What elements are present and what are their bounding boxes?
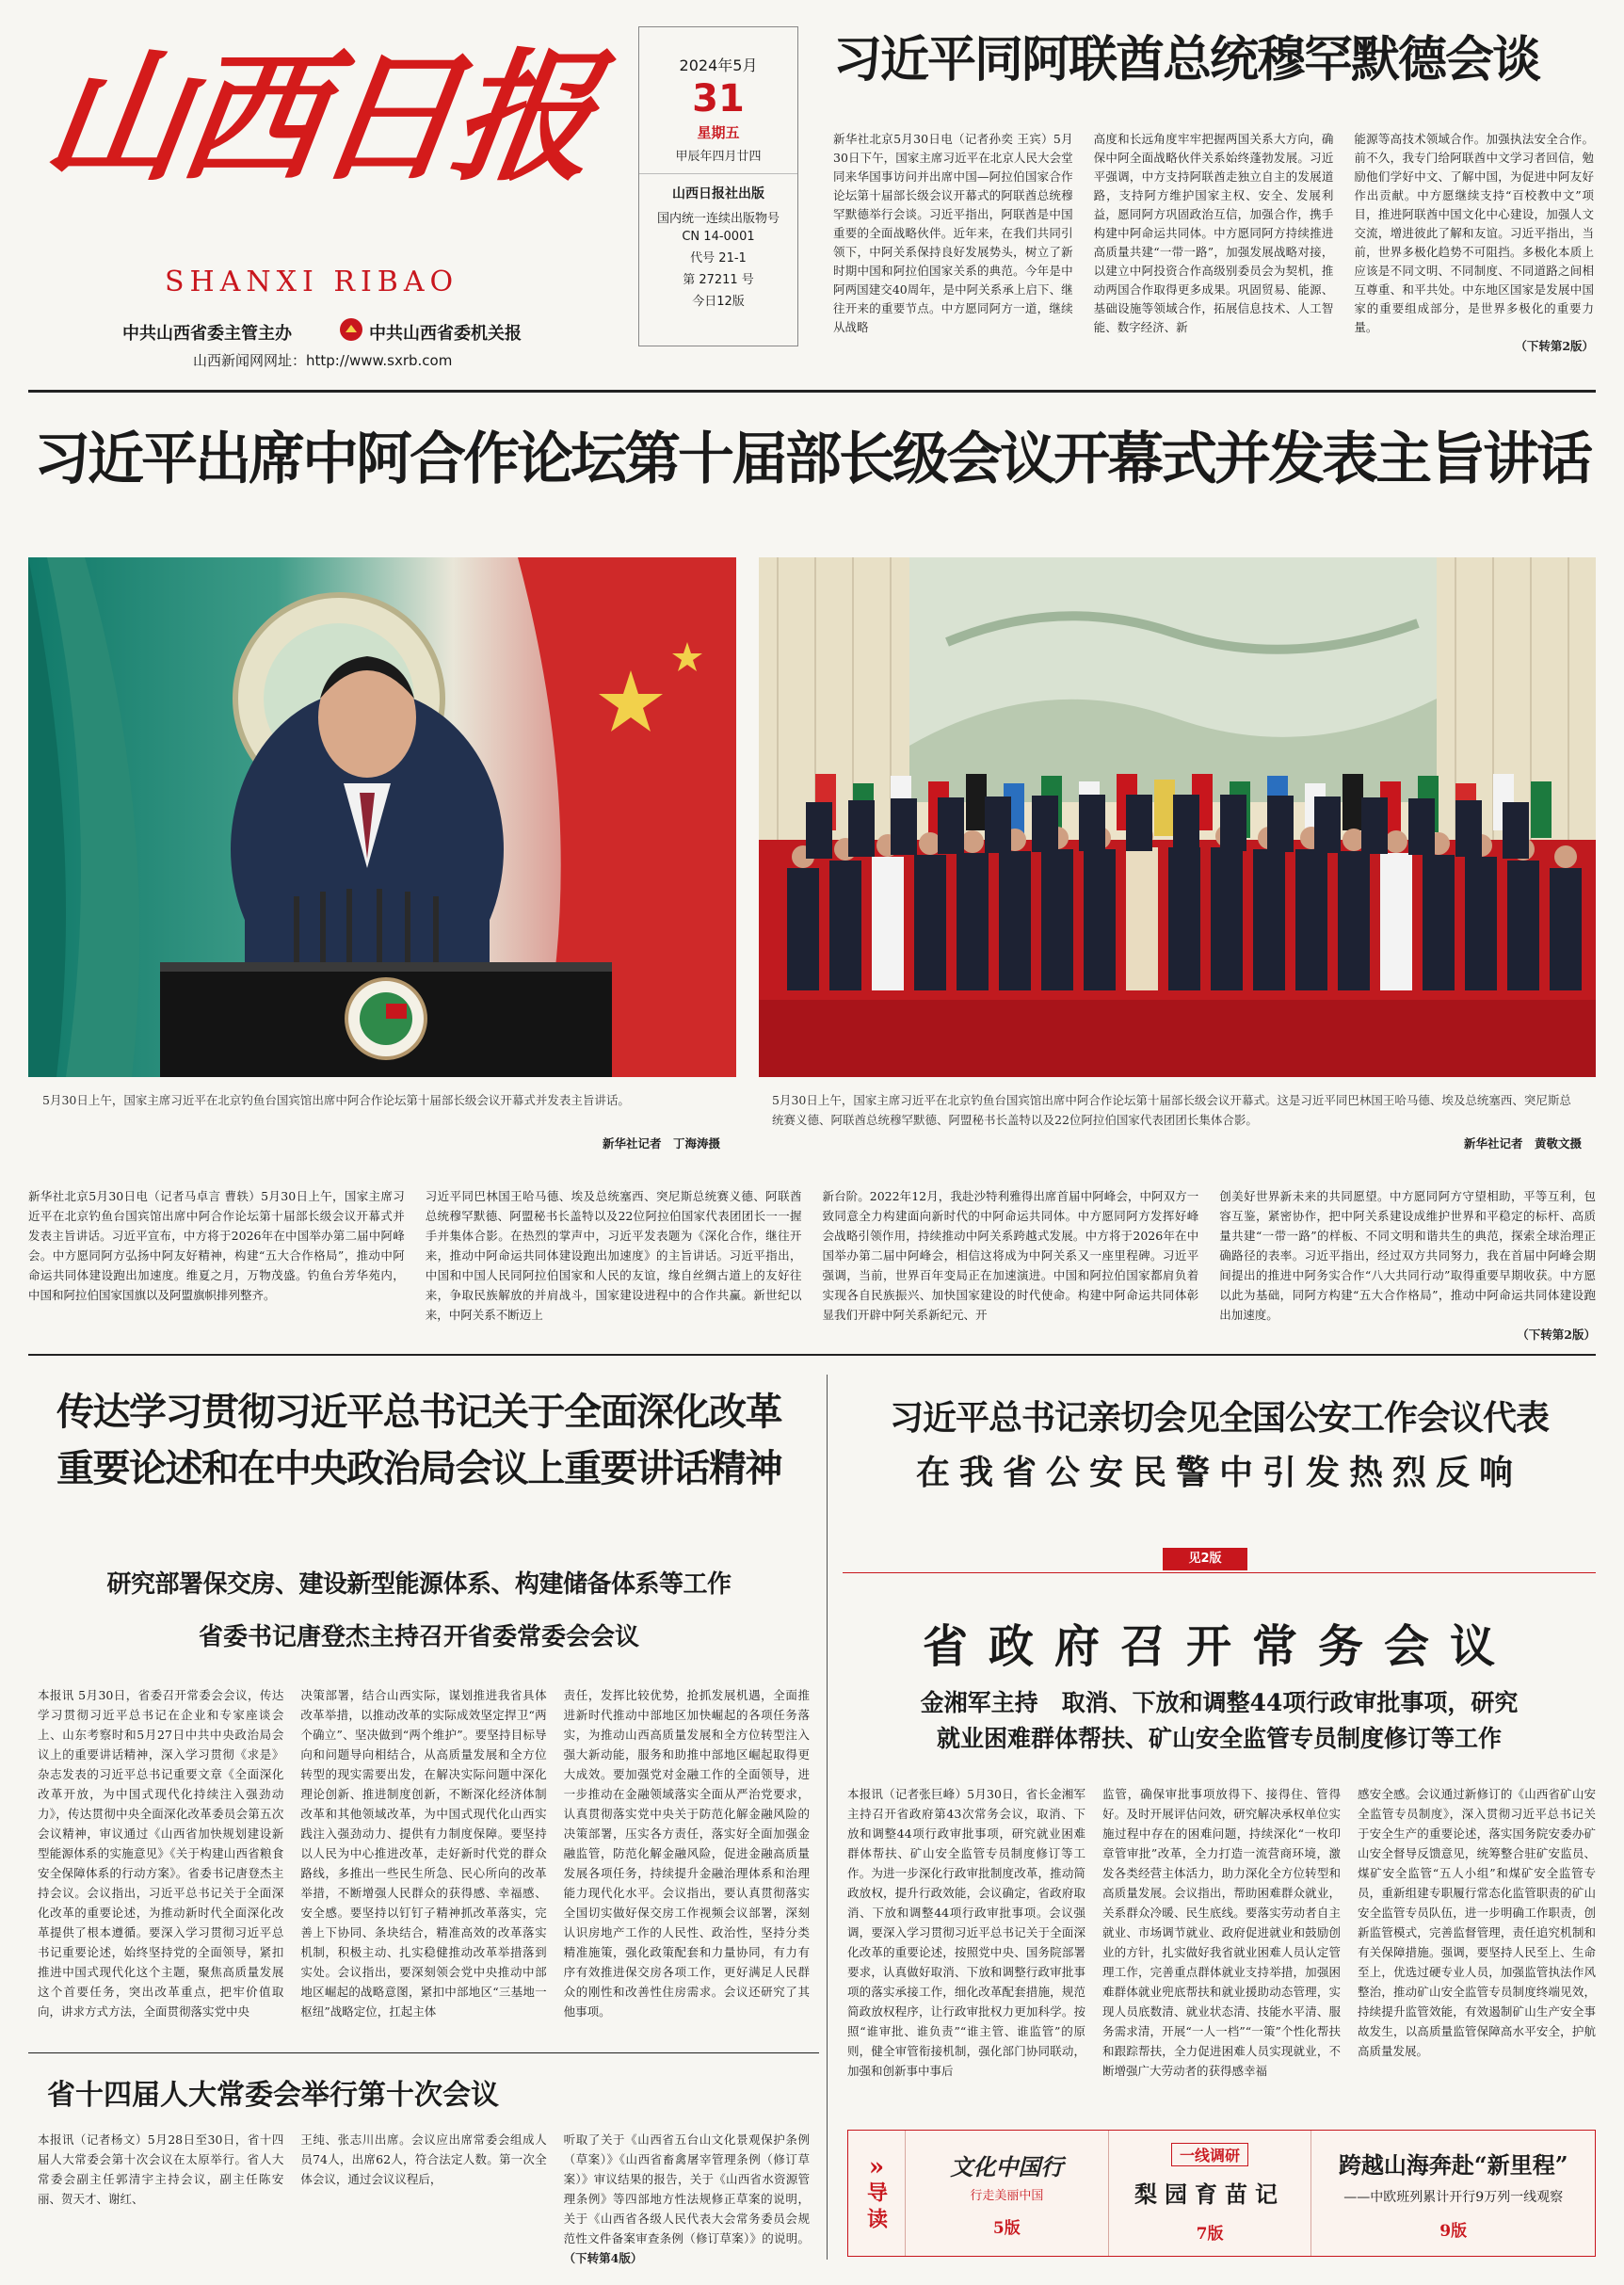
lead-story-col1: 新华社北京5月30日电（记者马卓言 曹轶）5月30日上午，国家主席习近平在北京钓鱼台国宾馆出席中阿合作论坛第十届部长级会议开幕式并发表主旨讲话。习近平宣布，中方将于2026年在中国举办第二届中阿峰会。中方愿同阿方弘扬中阿友好精神，构建“五大合作格局”，推动中阿命运共同体建设跑出加速度。维夏之月，万物茂盛。钓鱼台芳华苑内，中国和阿拉伯国家国旗以及阿盟旗帜排列整齐。 (28, 1189, 405, 1302)
guide-item-railway[interactable] (1310, 2131, 1595, 2256)
lead-headline[interactable]: 习近平出席中阿合作论坛第十届部长级会议开幕式并发表主旨讲话 (34, 426, 1590, 492)
npc-headline[interactable]: 省十四届人大常委会举行第十次会议 (47, 2079, 499, 2112)
gov-subhead (843, 1685, 1596, 1757)
photo-speech-credit: 新华社记者 丁海涛摄 (602, 1136, 720, 1151)
npc-col3: 听取了关于《山西省五台山文化景观保护条例（草案）》《山西省畜禽屠宰管理条例（修订草案）》审议结果的报告，关于《山西省水资源管理条例》等四部地方性法规修正草案的说明，关于《山西省各级人民代表大会常务委员会规范性文件备案审查条例（修订草案）》的说明。 (563, 2132, 810, 2245)
culture-subtitle: 行走美丽中国 (970, 2189, 1044, 2203)
police-headline[interactable] (843, 1392, 1596, 1501)
railway-page: 9版 (1439, 2221, 1468, 2241)
group-photo-illustration (759, 557, 1596, 1077)
lead-story-col2: 习近平同巴林国王哈马德、埃及总统塞西、突尼斯总统赛义德、阿联酋总统穆罕默德、阿盟秘书长盖特以及22位阿拉伯国家代表团团长一一握手并集体合影。在热烈的掌声中，习近平发表题为《深化合作，继往开来，推动中阿命运共同体建设跑出加速度》的主旨讲话。习近平指出，中国和中国人民同阿拉伯国家和人民的友谊，缘自丝绸古道上的友好往来，争取民族解放的并肩战斗，国家建设进程中的合作共赢。新世纪以来，中阿关系不断迈上 (425, 1189, 802, 1322)
lead-story-jump[interactable]: （下转第2版） (1517, 1328, 1596, 1342)
date-day: 31 (692, 77, 745, 121)
reform-subhead: 研究部署保交房、建设新型能源体系、构建储备体系等工作 (106, 1570, 732, 1599)
police-headline-line1: 习近平总书记亲切会见全国公安工作会议代表 (889, 1399, 1549, 1438)
date-year-month: 2024年5月 (679, 56, 758, 74)
gov-headline[interactable]: 省政府召开常务会议 (922, 1620, 1516, 1673)
reform-col1: 本报讯 5月30日，省委召开常委会会议，传达学习贯彻习近平总书记在企业和专家座谈会上、山东考察时和5月27日中共中央政治局会议上的重要讲话精神，深入学习贯彻《求是》杂志发表的习近平总书记重要文章《全面深化改革开放，为中国式现代化持续注入强劲动力》，传达贯彻中央全面深化改革委员会第五次会议精神，审议通过《山西省加快规划建设新型能源体系的实施意见》《关于构建山西省粮食安全保障体系的行动方案》。省委书记唐登杰主持会议。会议指出，习近平总书记关于全面深化改革的重要论述，为推动新时代全面深化改革提供了根本遵循。要深入学习贯彻习近平总书记重要论述，始终坚持党的全面领导，紧扣推进中国式现代化这个主题，聚焦高质量发展这个首要任务，突出改革重点，把牢价值取向，讲求方式方法，全面贯彻落实党中央 (38, 1688, 284, 2019)
postal-code: 代号 21-1 (690, 251, 747, 266)
gov-col1: 本报讯（记者张巨峰）5月30日，省长金湘军主持召开省政府第43次常务会议，取消、下放和调整44项行政审批事项，研究就业困难群体帮扶、矿山安全监管专员制度修订等工作。为进一步深化行政审批制度改革，推动简政放权，提升行政效能，会议确定，省政府取消、下放和调整44项行政审批事项。会议强调，要深入学习贯彻习近平总书记关于全面深化改革的重要论述，按照党中央、国务院部署要求，认真做好取消、下放和调整行政审批事项的落实承接工作，细化改革配套措施，规范简政放权程序，让行政审批权力更加科学。按照“谁审批、谁负责”“谁主管、谁监管”的原则，健全审管衔接机制，强化部门协同联动，加强和创新事中事后 (847, 1787, 1085, 2078)
gov-subhead-line2: 就业困难群体帮扶、矿山安全监管专员制度修订等工作 (936, 1725, 1502, 1752)
top-story-headline[interactable]: 习近平同阿联酋总统穆罕默德会谈 (833, 32, 1540, 89)
police-headline-line2: 在我省公安民警中引发热烈反响 (915, 1454, 1522, 1492)
guide-item-culture[interactable] (905, 2131, 1108, 2256)
website-link[interactable]: 山西新闻网网址：http://www.sxrb.com (193, 352, 453, 369)
reform-headline[interactable] (28, 1384, 810, 1497)
guide-box (847, 2130, 1596, 2257)
cn-number: CN 14-0001 (682, 230, 755, 244)
publisher: 山西日报社出版 (672, 186, 764, 201)
npc-col2: 王纯、张志川出席。会议应出席常委会组成人员74人，出席62人，符合法定人数。第一次全体会议，通过会议议程后， (300, 2132, 547, 2186)
guide-item-opera[interactable] (1108, 2131, 1311, 2256)
issn-label: 国内统一连续出版物号 (656, 212, 780, 226)
gov-subhead-line1: 金湘军主持 取消、下放和调整44项行政审批事项，研究 (920, 1689, 1519, 1716)
police-jump-badge[interactable]: 见2版 (1163, 1548, 1247, 1570)
gov-col2: 监管，确保审批事项放得下、接得住、管得好。及时开展评估问效，研究解决承权单位实施过程中存在的困难问题，持续深化“一枚印章管审批”改革，全力打造一流营商环境，激发各类经营主体活力，助力深化全方位转型和高质量发展。会议指出，帮助困难群众就业，关系群众冷暖、民生底线。要落实劳动者自主就业、市场调节就业、政府促进就业和鼓励创业的方针，扎实做好我省就业困难人员认定管理工作，完善重点群体就业支持举措，加强困难群体就业兜底帮扶和就业援助动态管理，实现人员底数清、就业状态清、技能水平清、服务需求清，开展“一人一档”“一策”个性化帮扶和跟踪帮扶，全力促进困难人员实现就业，不断增强广大劳动者的获得感幸福 (1102, 1787, 1341, 2078)
masthead-pinyin: SHANXI RIBAO (165, 266, 459, 298)
top-story-col2: 高度和长远角度牢牢把握两国关系大方向，确保中阿全面战略伙伴关系始终蓬勃发展。习近平强调，中方支持阿联酋走独立自主的发展道路，支持阿方维护国家主权、安全、发展利益，愿同阿方巩固政治互信，加强合作，携手构建中阿命运共同体。中方愿同阿方持续推进高质量共建“一带一路”，加强发展战略对接，以建立中阿投资合作高级别委员会为契机，推动两国合作取得更多成果。巩固贸易、能源、基础设施等领域合作，拓展信息技术、人工智能、数字经济、新 (1093, 132, 1334, 334)
lead-story-col4: 创美好世界新未来的共同愿望。中方愿同阿方守望相助，平等互利，包容互鉴，紧密协作，把中阿关系建设成维护世界和平稳定的标杆、高质量共建“一带一路”的样板、不同文明和谐共生的典范，探索全球治理正确路径的表率。习近平指出，经过双方共同努力，我在首届中阿峰会期间提出的推进中阿务实合作“八大共同行动”取得重要早期收获。中方愿以此为基础，同阿方构建“五大合作格局”，推动中阿命运共同体建设跑出加速度。 (1219, 1189, 1596, 1322)
date-weekday: 星期五 (697, 124, 740, 141)
reform-col2: 决策部署，结合山西实际，谋划推进我省具体改革举措，以推动改革的实际成效坚定捍卫“两个确立”、坚决做到“两个维护”。要坚持目标导向和问题导向相结合，从高质量发展和全方位转型的现实需要出发，在解决实际问题中深化理论创新、推进制度创新，不断深化经济体制改革和其他领域改革，为中国式现代化山西实践注入强劲动力、提供有力制度保障。要坚持以人民为中心推进改革，走好新时代党的群众路线，多推出一些民生所急、民心所向的改革举措，不断增强人民群众的获得感、幸福感、安全感。要坚持以钉钉子精神抓改革落实，完善上下协同、条块结合，精准高效的改革落实机制，积极主动、扎实稳健推动改革举措落到实处。会议指出，要深刻领会党中央推动中部地区崛起的战略意图，紧扣中部地区“三基地一枢纽”战略定位，扛起主体 (300, 1688, 547, 2019)
npc-col1: 本报讯（记者杨文）5月28日至30日，省十四届人大常委会第十次会议在太原举行。省人大常委会副主任郭清宇主持会议，副主任陈安丽、贺天才、谢红、 (38, 2132, 284, 2206)
sponsor-organ: 中共山西省委机关报 (369, 324, 522, 344)
sponsor-main: 中共山西省委主管主办 (122, 324, 292, 344)
npc-jump[interactable]: （下转第4版） (563, 2251, 643, 2265)
date-block (638, 26, 798, 346)
culture-tag: 文化中国行 (950, 2153, 1064, 2180)
reform-body (38, 1685, 810, 2021)
reform-headline-line1: 传达学习贯彻习近平总书记关于全面深化改革 (56, 1391, 781, 1434)
party-emblem-icon (339, 317, 363, 342)
reform-byline-head: 省委书记唐登杰主持召开省委常委会会议 (198, 1623, 639, 1651)
survey-tag: 一线调研 (1171, 2143, 1248, 2166)
reform-headline-line2: 重要论述和在中央政治局会议上重要讲话精神 (56, 1447, 781, 1490)
photo-group-credit: 新华社记者 黄敬文摄 (1463, 1136, 1582, 1151)
masthead-title: 山西日报 (35, 35, 602, 201)
issue-number: 第 27211 号 (683, 273, 754, 287)
page-count: 今日12版 (692, 295, 745, 309)
top-story-jump[interactable]: （下转第2版） (1515, 339, 1595, 353)
top-story-col3: 能源等高技术领域合作。加强执法安全合作。前不久，我专门给阿联酋中文学习者回信，勉励他们学好中文、了解中国，为促进中阿友好作出贡献。中方愿继续支持“百校教中文”项目，推进阿联酋中国文化中心建设，加强人文交流，增进彼此了解和友谊。习近平指出，当前，世界多极化趋势不可阻挡。多极化本质上应该是不同文明、不同制度、不同道路之间相互尊重、和平共处。中东地区国家是发展中国家的重要组成部分，是世界多极化的重要力量。 (1354, 132, 1595, 334)
gov-col3: 感安全感。会议通过新修订的《山西省矿山安全监管专员制度》，深入贯彻习近平总书记关于安全生产的重要论述，落实国务院安委办矿山安全督导反馈意见，统筹整合驻矿安监员、煤矿安全监管“五人小组”和煤矿安全监管专员，重新组建专职履行常态化监管职责的矿山安全监管专员队伍，进一步明确工作职责，创新监管模式，完善监督管理，责任追究机制和有关保障措施。强调，要坚持人民至上、生命至上，优选过硬专业人员，加强监管执法作风整治，推动矿山安全监管专员制度终端见效，持续提升监管效能，有效遏制矿山生产安全事故发生，以高质量监管保障高水平安全，护航高质量发展。 (1358, 1787, 1596, 2058)
railway-title: 跨越山海奔赴“新里程” (1338, 2150, 1568, 2179)
lead-story-body (28, 1186, 1596, 1344)
top-story (833, 26, 1594, 382)
photo-speech (28, 557, 736, 1077)
opera-page: 7版 (1196, 2225, 1224, 2244)
lead-story-col3: 新台阶。2022年12月，我赴沙特利雅得出席首届中阿峰会，中阿双方一致同意全力构建面向新时代的中阿命运共同体。中方愿同阿方发挥好峰会战略引领作用，持续推动中阿关系跨越式发展。中方将于2026年在中国举办第二届中阿峰会，相信这将成为中阿关系又一座里程碑。习近平强调，当前，世界百年变局正在加速演进。中国和阿拉伯国家都肩负着实现各自民族振兴、加快国家建设的时代使命。构建中阿命运共同体彰显我们开辟中阿关系新纪元、开 (822, 1189, 1199, 1322)
gov-body (847, 1784, 1596, 2081)
speech-photo-illustration (28, 557, 736, 1077)
opera-title: 梨园育苗记 (1134, 2180, 1286, 2208)
culture-page: 5版 (992, 2219, 1021, 2238)
photo-group (759, 557, 1596, 1077)
top-story-col1: 新华社北京5月30日电（记者孙奕 王宾）5月30日下午，国家主席习近平在北京人民大会堂同来华国事访问并出席中国—阿拉伯国家合作论坛第十届部长级会议开幕式的阿联酋总统穆罕默德举行会谈。习近平指出，阿联酋是中国重要的全面战略伙伴。近年来，在我们共同引领下，中阿关系保持良好发展势头，树立了新时期中国和阿拉伯国家关系的典范。今年是中阿两国建交40周年，是中阿关系承上启下、继往开来的重要节点。中方愿同阿方一道，继续从战略 (833, 132, 1073, 334)
masthead (28, 19, 631, 386)
npc-body (38, 2130, 810, 2268)
reform-col3: 责任，发挥比较优势，抢抓发展机遇，全面推进新时代推动中部地区加快崛起的各项任务落实，为推动山西高质量发展和全方位转型注入强大新动能，服务和助推中部地区崛起取得更大成效。要加强党对金融工作的全面领导，进一步推动在金融领域落实全面从严治党要求，认真贯彻落实党中央关于防范化解金融风险的决策部署，压实各方责任，落实好全面加强金融监管，防范化解金融风险，促进金融高质量发展各项任务，持续提升金融治理体系和治理能力现代化水平。会议指出，要认真贯彻落实全国切实做好保交房工作视频会议部署，深刻认识房地产工作的人民性、政治性，坚持分类精准施策，强化政策配套和力量协同，有力有序有效推进保交房各项工作，更好满足人民群众的刚性和改善性住房需求。会议还研究了其他事项。 (563, 1688, 810, 2019)
date-lunar: 甲辰年四月廿四 (639, 146, 797, 174)
photo-group-caption: 5月30日上午，国家主席习近平在北京钓鱼台国宾馆出席中阿合作论坛第十届部长级会议开幕式。这是习近平同巴林国王哈马德、埃及总统塞西、突尼斯总统赛义德、阿联酋总统穆罕默德、阿盟秘书长盖特以及22位阿拉伯国家代表团团长集体合影。 (772, 1093, 1571, 1127)
railway-subtitle: ——中欧班列累计开行9万列一线观察 (1343, 2189, 1564, 2205)
photo-speech-caption: 5月30日上午，国家主席习近平在北京钓鱼台国宾馆出席中阿合作论坛第十届部长级会议开幕式并发表主旨讲话。 (42, 1093, 630, 1107)
chevron-right-icon: » (868, 2152, 885, 2181)
guide-label: » 导读 (863, 2152, 889, 2234)
